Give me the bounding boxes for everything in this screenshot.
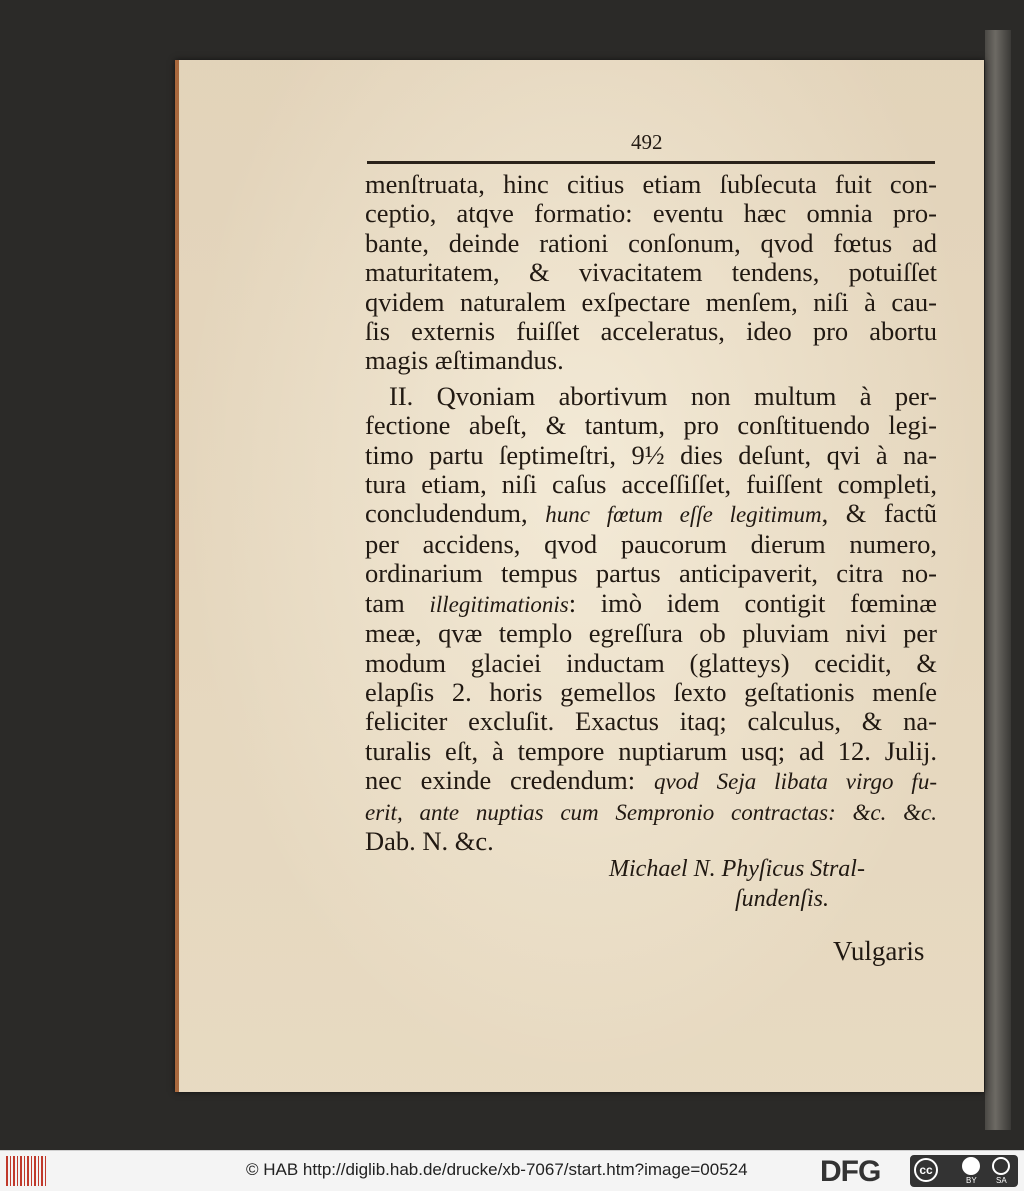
text-run: modum glaciei inductam (glatteys) cecidit, & bbox=[365, 647, 937, 678]
text-line bbox=[365, 559, 937, 588]
text-run: , & factũ bbox=[821, 498, 937, 529]
text-run: Dab. N. &c. bbox=[365, 825, 494, 856]
viewer-footer bbox=[0, 1150, 1024, 1191]
text-run: elapſis 2. horis gemellos ſexto geſtationis menſe bbox=[365, 676, 937, 707]
text-line bbox=[365, 470, 937, 499]
text-line bbox=[365, 530, 937, 559]
italic-run: illegitimationis bbox=[429, 591, 569, 617]
text-run: meæ, qvæ templo egreſſura ob pluviam nivi per bbox=[365, 618, 937, 649]
text-line bbox=[365, 707, 937, 736]
text-line: qvidem naturalem exſpectare menſem, niſi à cau- bbox=[365, 286, 937, 317]
text-line: maturitatem, & vivacitatem tendens, potuiſſet bbox=[365, 257, 937, 288]
signature bbox=[609, 854, 939, 914]
text-line: ceptio, atqve formatio: eventu hæc omnia pro- bbox=[365, 198, 937, 229]
text-line bbox=[365, 382, 937, 411]
text-line bbox=[365, 766, 937, 796]
paragraph-1 bbox=[365, 170, 937, 376]
cc-icon: cc bbox=[914, 1158, 938, 1182]
text-line bbox=[365, 411, 937, 440]
text-run: nec exinde credendum: bbox=[365, 765, 654, 796]
text-line: menſtruata, hinc citius etiam ſubſecuta fuit con- bbox=[365, 169, 937, 199]
text-run: tura etiam, niſi caſus acceſſiſſet, fuiſſent completi, bbox=[365, 469, 937, 500]
next-page-edge bbox=[985, 30, 1011, 1130]
text-line: bante, deinde rationi conſonum, qvod fœtus ad bbox=[365, 227, 937, 258]
text-run: fectione abeſt, & tantum, pro conſtituendo legi- bbox=[365, 410, 937, 441]
body-text bbox=[365, 170, 937, 856]
cc-license-badge[interactable] bbox=[910, 1155, 1018, 1187]
text-line bbox=[365, 797, 937, 827]
text-line bbox=[365, 678, 937, 707]
text-run: II. Qvoniam abortivum non multum à per- bbox=[389, 380, 937, 411]
italic-run: qvod Seja libata virgo fu- bbox=[653, 769, 937, 795]
text-line bbox=[365, 619, 937, 648]
paragraph-2 bbox=[365, 382, 937, 857]
book-page bbox=[175, 60, 984, 1092]
text-run: tam bbox=[365, 587, 430, 618]
text-line bbox=[365, 827, 937, 856]
text-run: per accidens, qvod paucorum dierum numero, bbox=[365, 528, 937, 559]
copyright-link[interactable]: © HAB http://diglib.hab.de/drucke/xb-7067/start.htm?image=00524 bbox=[246, 1160, 748, 1179]
text-run: feliciter excluſit. Exactus itaq; calculus, & na- bbox=[365, 706, 937, 737]
text-line: ſis externis fuiſſet acceleratus, ideo pro abortu bbox=[365, 316, 937, 347]
text-line bbox=[365, 441, 937, 470]
text-line bbox=[365, 649, 937, 678]
text-line bbox=[365, 737, 937, 766]
text-run: turalis eſt, à tempore nuptiarum usq; ad 12. Julij. bbox=[365, 735, 937, 766]
text-line bbox=[365, 499, 937, 529]
hab-logo-icon bbox=[6, 1156, 46, 1186]
text-run: : imò idem contigit fœminæ bbox=[568, 587, 937, 618]
text-line: magis æſtimandus. bbox=[365, 345, 564, 376]
text-line bbox=[365, 589, 937, 619]
dfg-logo: DFG bbox=[820, 1155, 881, 1188]
signature-line-1: Michael N. Phyſicus Stral- bbox=[609, 856, 865, 882]
sa-label: SA bbox=[996, 1176, 1007, 1185]
italic-run: erit, ante nuptias cum Sempronio contractas: &c. &c. bbox=[365, 799, 937, 825]
text-run: concludendum, bbox=[365, 498, 546, 529]
page-number: 492 bbox=[631, 130, 663, 154]
share-alike-icon bbox=[992, 1157, 1010, 1175]
signature-line-2: ſundenſis. bbox=[735, 886, 829, 912]
text-run: timo partu ſeptimeſtri, 9½ dies deſunt, qvi à na- bbox=[365, 439, 937, 470]
catchword: Vulgaris bbox=[833, 936, 925, 966]
by-label: BY bbox=[966, 1176, 977, 1185]
text-run: ordinarium tempus partus anticipaverit, citra no- bbox=[365, 558, 937, 589]
header-rule bbox=[367, 161, 935, 164]
attribution-icon bbox=[962, 1157, 980, 1175]
italic-run: hunc fœtum eſſe legitimum bbox=[545, 502, 822, 528]
